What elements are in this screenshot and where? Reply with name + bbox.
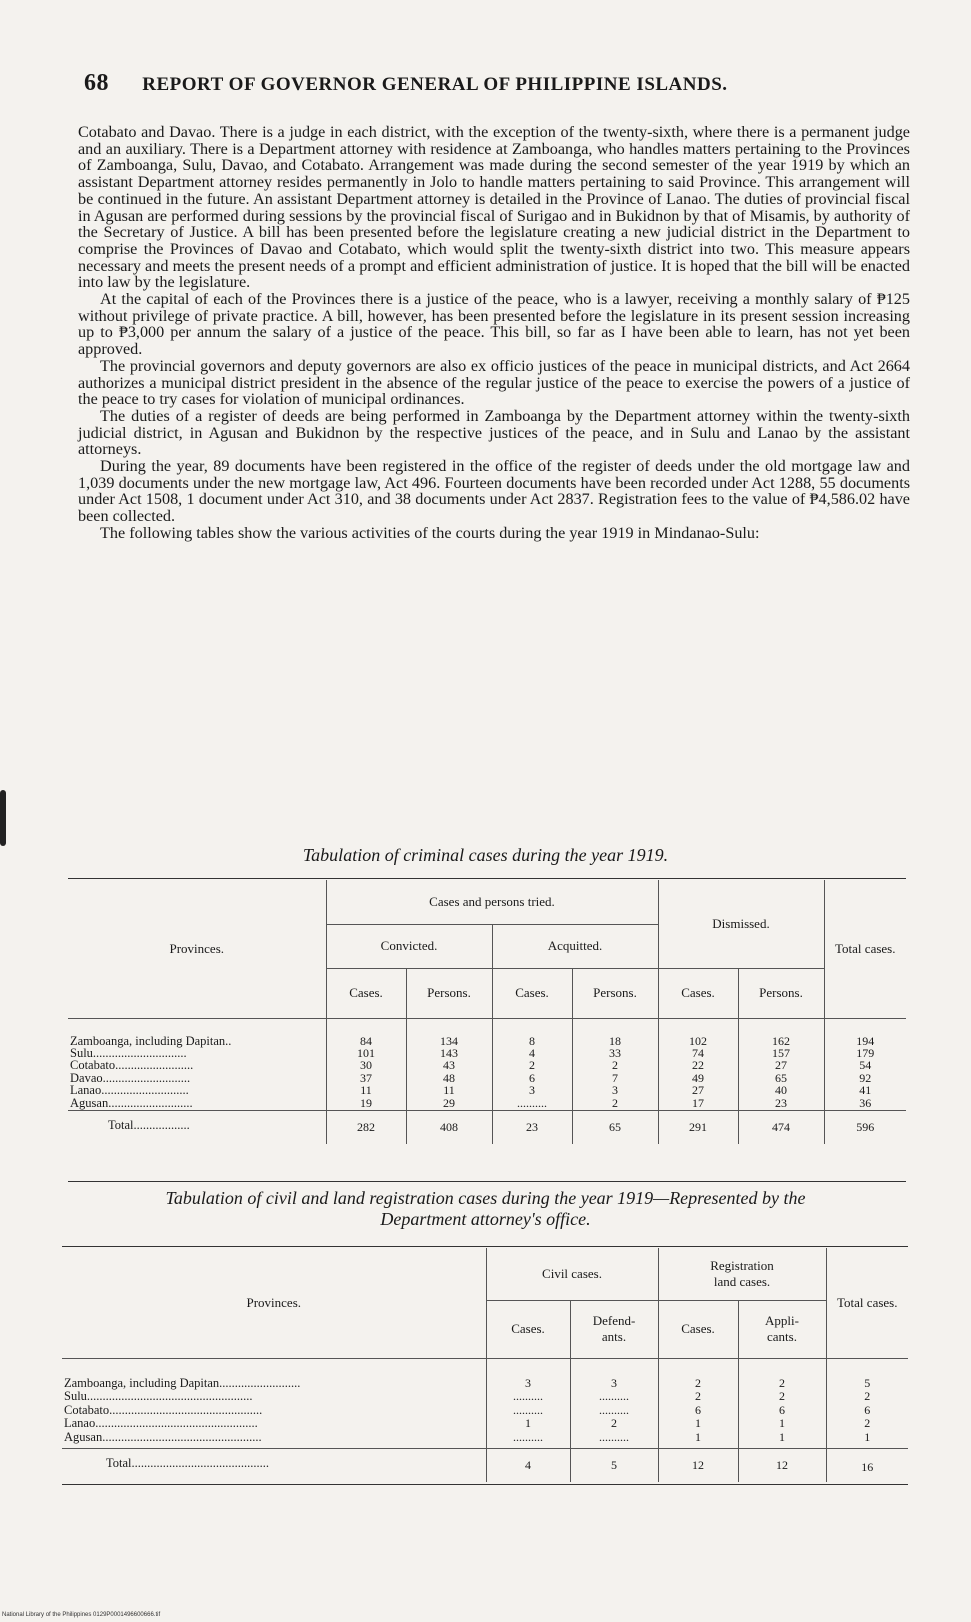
table-row-province: Lanao............................: [70, 1083, 189, 1098]
col-dismissed: Dismissed.: [658, 880, 824, 968]
cell: 2: [864, 1389, 871, 1404]
cell: 11: [360, 1083, 372, 1098]
total-label: Total............................................: [62, 1448, 486, 1482]
col-provinces: Provinces.: [246, 1294, 302, 1310]
cell: 2: [864, 1416, 871, 1431]
col-applicants: Appli- cants.: [738, 1300, 826, 1358]
cell: ..........: [513, 1429, 543, 1444]
table2-total-row: [62, 1448, 908, 1482]
cell: 22: [692, 1058, 704, 1073]
table1-caption: Tabulation of criminal cases during the year 1919.: [302, 845, 669, 865]
cell: 23: [775, 1095, 787, 1110]
cell: 41: [859, 1083, 872, 1098]
col-cases-tried: Cases and persons tried.: [326, 880, 658, 924]
table-row-province: Agusan...........................: [70, 1095, 193, 1110]
page-number: 68: [84, 70, 109, 96]
cell: 291: [658, 1110, 738, 1144]
civil-defendants-column: [570, 1358, 658, 1448]
cell: ..........: [599, 1402, 629, 1417]
civil-cases-column: [486, 1358, 570, 1448]
table-row-province: Sulu.....................................................: [64, 1389, 253, 1404]
paragraph: The following tables show the various activities of the courts during the year 1919 in Mindanao-Sulu:: [100, 523, 760, 542]
cell: 194: [856, 1033, 875, 1048]
cell: 1: [779, 1416, 785, 1431]
cell: 6: [779, 1402, 785, 1417]
acquitted-persons-column: [572, 1018, 658, 1110]
cell: 3: [529, 1083, 535, 1098]
province-column: [62, 1358, 486, 1448]
cell: ..........: [513, 1389, 543, 1404]
col-persons: Persons.: [572, 968, 658, 1018]
cell: 6: [864, 1402, 871, 1417]
cell: 84: [360, 1033, 372, 1048]
col-cases: Cases.: [486, 1300, 570, 1358]
table2-top-rule: [62, 1246, 908, 1247]
cell: 2: [612, 1058, 618, 1073]
cell: 65: [572, 1110, 658, 1144]
civil-cases-table: [62, 1248, 908, 1482]
table-row-province: Zamboanga, including Dapitan..........................: [64, 1375, 301, 1390]
province-column: [68, 1018, 326, 1110]
cell: 33: [609, 1045, 621, 1060]
col-persons: Persons.: [406, 968, 492, 1018]
cell: 1: [525, 1416, 531, 1431]
cell: 27: [692, 1083, 704, 1098]
col-cases: Cases.: [658, 1300, 738, 1358]
paragraph: The provincial governors and deputy governors are also ex officio justices of the peace in municipal districts, and Act 2664 authorizes a municipal district president in the absence of the regular justice of the peace to exercise the powers of a justice of the peace to try cases for violation of municipal ordinances.: [78, 356, 910, 409]
col-total-cases: Total cases.: [824, 880, 906, 1018]
table-row-province: Cotabato.................................................: [64, 1402, 263, 1417]
table2-body: [62, 1358, 908, 1448]
cell: 12: [658, 1448, 738, 1482]
running-header: [84, 70, 884, 97]
cell: 102: [689, 1033, 707, 1048]
registration-applicants-column: [738, 1358, 826, 1448]
convicted-persons-column: [406, 1018, 492, 1110]
cell: 101: [357, 1045, 375, 1060]
total-cases-column: [826, 1358, 908, 1448]
cell: 12: [738, 1448, 826, 1482]
cell: 29: [443, 1095, 455, 1110]
cell: 49: [692, 1070, 704, 1085]
dismissed-persons-column: [738, 1018, 824, 1110]
table2-caption-line2: Department attorney's office.: [380, 1209, 591, 1229]
cell: 23: [492, 1110, 572, 1144]
cell: 1: [864, 1429, 871, 1444]
cell: 65: [775, 1070, 787, 1085]
cell: 1: [695, 1416, 701, 1431]
cell: 3: [612, 1083, 618, 1098]
col-registration-land-cases: Registration land cases.: [658, 1248, 826, 1300]
col-total-cases: Total cases.: [826, 1248, 908, 1358]
cell: 36: [859, 1095, 872, 1110]
cell: 16: [826, 1448, 908, 1482]
criminal-cases-table: [68, 880, 906, 1144]
table-row-province: Agusan...................................................: [64, 1429, 262, 1444]
table-row-province: Cotabato.........................: [70, 1058, 194, 1073]
col-cases: Cases.: [658, 968, 738, 1018]
cell: 7: [612, 1070, 618, 1085]
cell: 2: [611, 1416, 617, 1431]
cell: 30: [360, 1058, 372, 1073]
cell: 2: [779, 1375, 785, 1390]
acquitted-cases-column: [492, 1018, 572, 1110]
cell: 157: [772, 1045, 790, 1060]
cell: 474: [738, 1110, 824, 1144]
total-cases-column: [824, 1018, 906, 1110]
scan-edge-mark: [0, 790, 6, 846]
cell: 596: [824, 1110, 906, 1144]
cell: 2: [612, 1095, 618, 1110]
cell: ..........: [599, 1389, 629, 1404]
cell: 54: [859, 1058, 872, 1073]
body-text: [78, 124, 910, 542]
table1-bottom-rule: [68, 1181, 906, 1182]
table1-top-rule: [68, 878, 906, 879]
cell: 6: [695, 1402, 701, 1417]
table1-total-row: [68, 1110, 906, 1144]
col-provinces: Provinces.: [169, 940, 225, 956]
cell: 2: [529, 1058, 535, 1073]
cell: 8: [529, 1033, 535, 1048]
cell: 5: [570, 1448, 658, 1482]
cell: 282: [326, 1110, 406, 1144]
col-civil-cases: Civil cases.: [486, 1248, 658, 1300]
registration-cases-column: [658, 1358, 738, 1448]
cell: 43: [443, 1058, 455, 1073]
dismissed-cases-column: [658, 1018, 738, 1110]
paragraph: The duties of a register of deeds are being performed in Zamboanga by the Department attorney within the twenty-sixth judicial district, in Agusan and Bukidnon by the respective justices of the peace, and in Sulu and Lanao by the assistant attorneys.: [78, 406, 910, 459]
table1-body: [68, 1018, 906, 1110]
cell: 3: [611, 1375, 617, 1390]
cell: 4: [486, 1448, 570, 1482]
cell: 1: [779, 1429, 785, 1444]
col-convicted: Convicted.: [326, 924, 492, 968]
cell: 17: [692, 1095, 704, 1110]
cell: 92: [859, 1070, 872, 1085]
cell: 74: [692, 1045, 704, 1060]
total-label: Total..................: [68, 1110, 326, 1144]
cell: 134: [440, 1033, 458, 1048]
col-cases: Cases.: [492, 968, 572, 1018]
cell: 1: [695, 1429, 701, 1444]
cell: 143: [440, 1045, 458, 1060]
cell: 11: [443, 1083, 455, 1098]
table2-bottom-rule: [62, 1484, 908, 1485]
cell: 408: [406, 1110, 492, 1144]
table-row-province: Lanao....................................................: [64, 1416, 258, 1431]
cell: 162: [772, 1033, 790, 1048]
cell: 2: [779, 1389, 785, 1404]
convicted-cases-column: [326, 1018, 406, 1110]
cell: 6: [529, 1070, 535, 1085]
col-acquitted: Acquitted.: [492, 924, 658, 968]
table2-caption: [0, 1188, 971, 1230]
cell: 179: [856, 1045, 875, 1060]
cell: 19: [360, 1095, 372, 1110]
col-persons: Persons.: [738, 968, 824, 1018]
col-defendants: Defend- ants.: [570, 1300, 658, 1358]
table-row-province: Davao............................: [70, 1070, 191, 1085]
cell: 2: [695, 1375, 701, 1390]
cell: ..........: [513, 1402, 543, 1417]
cell: ..........: [599, 1429, 629, 1444]
table2-caption-line1: Tabulation of civil and land registration cases during the year 1919—Represented by the: [165, 1188, 806, 1208]
cell: ..........: [517, 1095, 547, 1110]
running-title: REPORT OF GOVERNOR GENERAL OF PHILIPPINE ISLANDS.: [142, 74, 728, 95]
cell: 27: [775, 1058, 787, 1073]
scan-footer: National Library of the Philippines 0129P0001496600666.tif: [2, 1612, 161, 1618]
table-row-province: Sulu..............................: [70, 1045, 187, 1060]
cell: 37: [360, 1070, 372, 1085]
cell: 4: [529, 1045, 535, 1060]
cell: 5: [864, 1375, 871, 1390]
cell: 40: [775, 1083, 787, 1098]
paragraph: At the capital of each of the Provinces there is a justice of the peace, who is a lawyer, receiving a monthly salary of ₱125 without privilege of private practice. A bill, however, has been presented before the legislature in its present session increasing up to ₱3,000 per annum the salary of a justice of the peace. This bill, so far as I have been able to learn, has not yet been approved.: [78, 290, 910, 359]
cell: 18: [609, 1033, 621, 1048]
cell: 48: [443, 1070, 455, 1085]
paragraph: During the year, 89 documents have been registered in the office of the register of deeds under the old mortgage law and 1,039 documents under the new mortgage law, Act 496. Fourteen documents have been recorded under Act 1288, 55 documents under Act 1508, 1 document under Act 310, and 38 documents under Act 2837. Registration fees to the value of ₱4,586.02 have been collected.: [78, 457, 910, 526]
col-cases: Cases.: [326, 968, 406, 1018]
cell: 2: [695, 1389, 701, 1404]
cell: 3: [525, 1375, 531, 1390]
paragraph: Cotabato and Davao. There is a judge in each district, with the exception of the twenty-sixth, where there is a permanent judge and an auxiliary. There is a Department attorney with residence at Zamboanga, who handles matters pertaining to the Provinces of Zamboanga, Sulu, Davao, and Cotabato. Arrangement was made during the second semester of the year 1919 by which an assistant Department attorney resides permanently in Jolo to handle matters pertaining to said Province. This arrangement will be continued in the future. An assistant Department attorney is detailed in the Province of Lanao. The duties of provincial fiscal in Agusan are performed during sessions by the provincial fiscal of Surigao and in Bukidnon by that of Misamis, by authority of the Secretary of Justice. A bill has been presented before the legislature creating a new judicial district in the Department to comprise the Provinces of Davao and Cotabato, which would split the twenty-sixth district into two. This measure appears necessary and meets the present needs of a prompt and efficient administration of justice. It is hoped that the bill will be enacted into law by the legislature.: [78, 123, 910, 292]
table-row-province: Zamboanga, including Dapitan..: [70, 1033, 232, 1048]
